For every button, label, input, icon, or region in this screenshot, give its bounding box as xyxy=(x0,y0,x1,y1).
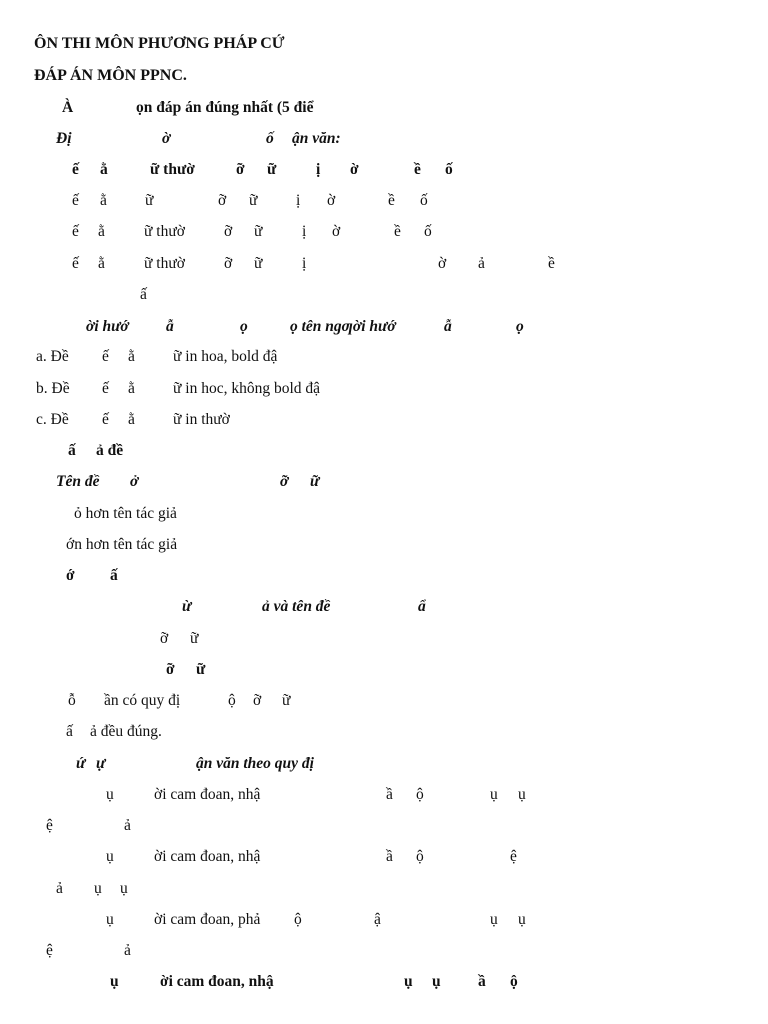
text-fragment: ữ xyxy=(254,255,263,272)
text-fragment: ọ xyxy=(516,318,524,335)
text-fragment: ụ xyxy=(94,880,102,897)
text-fragment: ụ xyxy=(110,973,119,990)
text-fragment: ữ xyxy=(145,192,154,209)
text-fragment: ỡ xyxy=(280,473,289,490)
text-fragment: ụ xyxy=(518,786,526,803)
text-fragment: ế xyxy=(102,380,109,397)
text-fragment: ấ xyxy=(68,442,76,459)
text-fragment: ầ xyxy=(386,786,393,803)
text-fragment: ỡ xyxy=(224,255,233,272)
text-fragment: ị xyxy=(302,223,307,240)
text-fragment: ữ thườ xyxy=(144,255,185,272)
text-fragment: ị xyxy=(296,192,301,209)
text-fragment: ộ xyxy=(416,848,424,865)
text-fragment: ố xyxy=(424,223,432,240)
text-fragment: ả xyxy=(124,942,131,959)
text-fragment: ả và tên đề xyxy=(262,598,331,615)
option-a-label: a. Đề xyxy=(36,348,69,365)
text-fragment: ờ xyxy=(438,255,447,272)
text-fragment: ỡ xyxy=(253,692,262,709)
text-fragment: ọ xyxy=(240,318,248,335)
text-fragment: ời cam đoan, phả xyxy=(154,911,261,928)
text-fragment: ụ xyxy=(106,786,114,803)
document-subtitle: ĐÁP ÁN MÔN PPNC. xyxy=(34,67,187,84)
text-fragment: ộ xyxy=(510,973,518,990)
text-fragment: ận văn: xyxy=(292,130,341,147)
text-fragment: ữ xyxy=(190,630,199,647)
text-fragment: ệ xyxy=(46,942,53,959)
text-fragment: ụ xyxy=(490,786,498,803)
text-fragment: ỡ xyxy=(218,192,227,209)
text-fragment: ế xyxy=(72,223,79,240)
text-fragment: ụ xyxy=(432,973,441,990)
text-fragment: ỡ xyxy=(224,223,233,240)
text-fragment: ỏ hơn tên tác giả xyxy=(74,505,177,522)
text-fragment: ừ xyxy=(182,598,192,615)
text-fragment: ụ xyxy=(106,911,114,928)
text-fragment: ộ xyxy=(294,911,302,928)
text-fragment: ữ xyxy=(254,223,263,240)
text-fragment: ờ xyxy=(350,161,359,178)
text-fragment: ầ xyxy=(478,973,486,990)
text-fragment: ằ xyxy=(128,348,135,365)
option-c-label: c. Đề xyxy=(36,411,69,428)
text-fragment: À xyxy=(62,99,74,116)
text-fragment: ế xyxy=(72,161,79,178)
text-fragment: ỡ xyxy=(166,661,175,678)
text-fragment: ữ xyxy=(196,661,206,678)
text-fragment: ứ xyxy=(76,755,86,772)
text-fragment: ời cam đoan, nhậ xyxy=(160,973,274,990)
text-fragment: ận văn theo quy đị xyxy=(196,755,314,772)
text-fragment: ệ xyxy=(46,817,53,834)
text-fragment: ời hướ xyxy=(86,318,129,335)
text-fragment: Đị xyxy=(56,130,72,147)
text-fragment: ằ xyxy=(100,192,107,209)
text-fragment: ẫ xyxy=(166,318,174,335)
text-fragment: ữ xyxy=(249,192,258,209)
text-fragment: ụ xyxy=(490,911,498,928)
text-fragment: ở xyxy=(130,473,139,490)
text-fragment: Tên đề xyxy=(56,473,100,490)
text-fragment: ờ xyxy=(327,192,336,209)
text-fragment: ằ xyxy=(100,161,108,178)
text-fragment: ề xyxy=(414,161,421,178)
text-fragment: ề xyxy=(394,223,401,240)
text-fragment: ụ xyxy=(518,911,526,928)
text-fragment: ả đều đúng. xyxy=(90,723,162,740)
text-fragment: ố xyxy=(420,192,428,209)
text-fragment: ố xyxy=(445,161,453,178)
text-fragment: ỡ xyxy=(236,161,245,178)
text-fragment: ằ xyxy=(98,255,105,272)
text-fragment: ằ xyxy=(128,411,135,428)
text-fragment: ế xyxy=(72,192,79,209)
text-fragment: ỡ xyxy=(160,630,169,647)
text-fragment: ấ xyxy=(110,567,118,584)
text-fragment: ề xyxy=(548,255,555,272)
text-fragment: ọn đáp án đúng nhất (5 điể xyxy=(136,99,314,116)
text-fragment: ẫ xyxy=(444,318,452,335)
text-fragment: ầ xyxy=(386,848,393,865)
text-fragment: ấ xyxy=(140,286,147,303)
text-fragment: ỗ xyxy=(68,692,76,709)
text-fragment: ọ tên ngƣời hướ xyxy=(290,318,396,335)
text-fragment: ằ xyxy=(128,380,135,397)
text-fragment: ằ xyxy=(98,223,105,240)
document-title: ÔN THI MÔN PHƯƠNG PHÁP CỨ xyxy=(34,35,285,52)
text-fragment: ị xyxy=(316,161,321,178)
text-fragment: ệ xyxy=(510,848,517,865)
text-fragment: ụ xyxy=(106,848,114,865)
text-fragment: ộ xyxy=(416,786,424,803)
text-fragment: ả đề xyxy=(96,442,124,459)
text-fragment: ời cam đoan, nhậ xyxy=(154,848,261,865)
text-fragment: ố xyxy=(266,130,274,147)
text-fragment: ớ xyxy=(66,567,75,584)
text-fragment: ờ xyxy=(162,130,171,147)
text-fragment: ữ in thườ xyxy=(173,411,230,428)
text-fragment: ả xyxy=(56,880,63,897)
text-fragment: ề xyxy=(388,192,395,209)
text-fragment: ả xyxy=(478,255,485,272)
text-fragment: ữ in hoc, không bold đậ xyxy=(173,380,321,397)
text-fragment: ậ xyxy=(374,911,381,928)
text-fragment: ữ xyxy=(310,473,320,490)
text-fragment: ữ xyxy=(267,161,277,178)
text-fragment: ộ xyxy=(228,692,236,709)
text-fragment: ữ thườ xyxy=(144,223,185,240)
text-fragment: ữ in hoa, bold đậ xyxy=(173,348,278,365)
option-b-label: b. Đề xyxy=(36,380,70,397)
text-fragment: ấ xyxy=(66,723,73,740)
text-fragment: ần có quy đị xyxy=(104,692,181,709)
text-fragment: ế xyxy=(102,348,109,365)
text-fragment: ớn hơn tên tác giả xyxy=(66,536,178,553)
text-fragment: ờ xyxy=(332,223,341,240)
text-fragment: ị xyxy=(302,255,307,272)
text-fragment: ời cam đoan, nhậ xyxy=(154,786,261,803)
text-fragment: ữ thườ xyxy=(150,161,195,178)
text-fragment: ẩ xyxy=(418,598,426,615)
text-fragment: ụ xyxy=(404,973,413,990)
text-fragment: ế xyxy=(102,411,109,428)
text-fragment: ự xyxy=(96,755,106,772)
text-fragment: ữ xyxy=(282,692,291,709)
text-fragment: ế xyxy=(72,255,79,272)
text-fragment: ụ xyxy=(120,880,128,897)
text-fragment: ả xyxy=(124,817,131,834)
